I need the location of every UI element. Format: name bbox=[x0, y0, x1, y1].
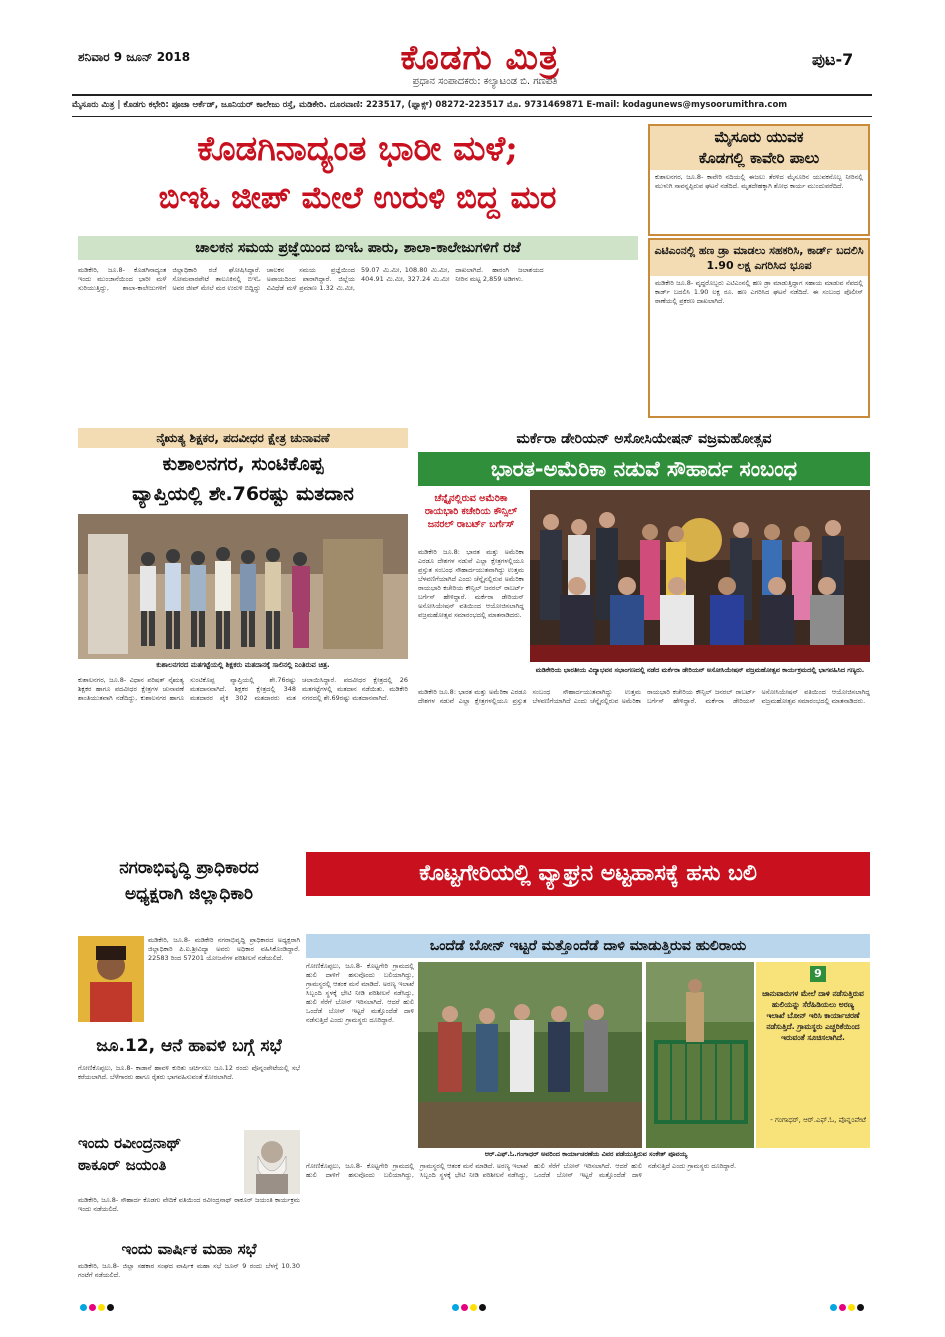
tiger-sidenote-box bbox=[756, 962, 870, 1148]
tiger-photo-1 bbox=[418, 962, 642, 1148]
tagore-body: ಮಡಿಕೇರಿ, ಜೂ.8- ಸೌಹಾರ್ದ ಕೊಡಗು ವೇದಿಕೆ ವತಿಯಿಂದ ರವೀಂದ್ರನಾಥ್ ಠಾಕೂರ್ ಜಯಂತಿ ಕಾರ್ಯಕ್ರಮ ಇಂದು ನಡೆಯಲಿದೆ. bbox=[78, 1196, 300, 1213]
tiger-sidenote: ಜಾನುವಾರುಗಳ ಮೇಲೆ ದಾಳಿ ನಡೆಸುತ್ತಿರುವ ಹುಲಿಯನ್ನು ಸೆರೆಹಿಡಿಯಲು ಅರಣ್ಯ ಇಲಾಖೆ ಬೋನ್ ಇರಿಸಿ ಕಾರ್ಯಾಚರಣೆ ನಡೆಸುತ್ತಿದೆ. ಗ್ರಾಮಸ್ಥರು ಎಚ್ಚರಿಕೆಯಿಂದ ಇರುವಂತೆ ಸೂಚಿಸಲಾಗಿದೆ. bbox=[762, 989, 864, 1042]
tiger-headline: ಕೊಟ್ಟಗೇರಿಯಲ್ಲಿ ವ್ಯಾಘ್ರನ ಅಟ್ಟಹಾಸಕ್ಕೆ ಹಸು ಬಲಿ bbox=[306, 852, 870, 896]
tiger-subhead: ಒಂದೆಡೆ ಬೋನ್ ಇಟ್ಟರೆ ಮತ್ತೊಂದೆಡೆ ದಾಳಿ ಮಾಡುತ್ತಿರುವ ಹುಲಿರಾಯ bbox=[306, 934, 870, 958]
contact-line: ಮೈಸೂರು ಮಿತ್ರ | ಕೊಡಗು ಕಛೇರಿ: ಪೂಜಾ ಆರ್ಕೆಡ್, ಜೂನಿಯರ್ ಕಾಲೇಜು ರಸ್ತೆ, ಮಡಿಕೇರಿ. ದೂರವಾಣಿ: 223517, (ಫ್ಯಾಕ್ಸ್) 08272-223517 ಮೊ. 9731469871 E-mail: kodagunews@mysoorumithra.com bbox=[72, 100, 788, 110]
elephant-body: ಗೋಣಿಕೊಪ್ಪಲು, ಜೂ.8- ಕಾಡಾನೆ ಹಾವಳಿ ಕುರಿತು ಚರ್ಚಿಸಲು ಜೂ.12 ರಂದು ಪೊನ್ನಂಪೇಟೆಯಲ್ಲಿ ಸಭೆ ಕರೆಯಲಾಗಿದೆ. ಬೆಳೆಗಾರರು ಹಾಗೂ ರೈತರು ಭಾಗವಹಿಸುವಂತೆ ಕೋರಲಾಗಿದೆ. bbox=[78, 1064, 300, 1081]
drowning-headline-1: ಮೈಸೂರು ಯುವಕ bbox=[650, 126, 868, 148]
dairy-photo bbox=[530, 490, 870, 662]
election-body: ಕುಶಾಲನಗರ, ಜೂ.8- ವಿಧಾನ ಪರಿಷತ್ ನೈಋತ್ಯ ಶಿಕ್ಷಕರ ಹಾಗೂ ಪದವೀಧರ ಕ್ಷೇತ್ರಗಳ ಚುನಾವಣೆ ಶಾಂತಿಯುತವಾಗಿ ನಡೆದಿದ್ದು, ಕುಶಾಲನಗರ ಹಾಗೂ ಸುಂಟಿಕೊಪ್ಪ ವ್ಯಾಪ್ತಿಯಲ್ಲಿ ಶೇ.76ರಷ್ಟು ಮತದಾನವಾಗಿದೆ. ಶಿಕ್ಷಕರ ಕ್ಷೇತ್ರದಲ್ಲಿ 348 ಮತದಾರರ ಪೈಕಿ 302 ಮತದಾರರು ಮತ ಚಲಾಯಿಸಿದ್ದಾರೆ. ಪದವೀಧರ ಕ್ಷೇತ್ರದಲ್ಲಿ 26 ಮತಗಟ್ಟೆಗಳಲ್ಲಿ ಮತದಾನ ನಡೆಯಿತು. ಮಡಿಕೇರಿ ನಗರದಲ್ಲಿ ಶೇ.69ರಷ್ಟು ಮತದಾನವಾಗಿದೆ. bbox=[78, 676, 408, 702]
lead-headline-1: ಕೊಡಗಿನಾದ್ಯಂತ ಭಾರೀ ಮಳೆ; bbox=[197, 129, 518, 169]
photo-badge: 9 bbox=[810, 966, 826, 982]
election-caption: ಕುಶಾಲನಗರದ ಮತಗಟ್ಟೆಯಲ್ಲಿ ಶಿಕ್ಷಕರು ಮತದಾನಕ್ಕೆ ಸಾಲಿನಲ್ಲಿ ನಿಂತಿರುವ ಚಿತ್ರ. bbox=[156, 661, 330, 669]
elephant-headline: ಜೂ.12, ಆನೆ ಹಾವಳಿ ಬಗ್ಗೆ ಸಭೆ bbox=[96, 1036, 282, 1056]
registration-dots-center bbox=[452, 1296, 488, 1315]
tiger-body: ಗೋಣಿಕೊಪ್ಪಲು, ಜೂ.8- ಕೊಟ್ಟಗೇರಿ ಗ್ರಾಮದಲ್ಲಿ ಹುಲಿ ದಾಳಿಗೆ ಹಸುವೊಂದು ಬಲಿಯಾಗಿದ್ದು, ಗ್ರಾಮಸ್ಥರಲ್ಲಿ ಆತಂಕ ಮನೆ ಮಾಡಿದೆ. ಅರಣ್ಯ ಇಲಾಖೆ ಸಿಬ್ಬಂದಿ ಸ್ಥಳಕ್ಕೆ ಭೇಟಿ ನೀಡಿ ಪರಿಶೀಲನೆ ನಡೆಸಿದ್ದು, ಹುಲಿ ಸೆರೆಗೆ ಬೋನ್ ಇರಿಸಲಾಗಿದೆ. ಆದರೆ ಹುಲಿ ಒಂದೆಡೆ ಬೋನ್ ಇಟ್ಟರೆ ಮತ್ತೊಂದೆಡೆ ದಾಳಿ ನಡೆಸುತ್ತಿದೆ ಎಂದು ಗ್ರಾಮಸ್ಥರು ದೂರಿದ್ದಾರೆ. bbox=[306, 1162, 737, 1179]
lead-body: ಮಡಿಕೇರಿ, ಜೂ.8- ಕೊಡಗಿನಾದ್ಯಂತ ಇಂದು ಮುಂಜಾನೆಯಿಂದ ಭಾರೀ ಮಳೆ ಸುರಿಯುತ್ತಿದ್ದು, ಶಾಲಾ-ಕಾಲೇಜುಗಳಿಗೆ ಜಿಲ್ಲಾಧಿಕಾರಿ ರಜೆ ಘೋಷಿಸಿದ್ದಾರೆ. ಸೋಮವಾರಪೇಟೆ ತಾಲೂಕಿನಲ್ಲಿ ಬಿಇಓ ಅವರ ಜೀಪ್ ಮೇಲೆ ಮರ ಉರುಳಿ ಬಿದ್ದಿದ್ದು ಚಾಲಕನ ಸಮಯ ಪ್ರಜ್ಞೆಯಿಂದ ಅಪಾಯದಿಂದ ಪಾರಾಗಿದ್ದಾರೆ. ಜಿಲ್ಲೆಯ ವಿವಿಧೆಡೆ ಮಳೆ ಪ್ರಮಾಣ 1.32 ಮಿ.ಮೀ, 59.07 ಮಿ.ಮೀ, 108.80 ಮಿ.ಮೀ, 404.91 ಮಿ.ಮೀ, 327.24 ಮಿ.ಮೀ ದಾಖಲಾಗಿದೆ. ಹಾರಂಗಿ ಜಲಾಶಯದ ನೀರಿನ ಮಟ್ಟ 2,859 ಅಡಿಗಳು. bbox=[78, 266, 544, 292]
sidebox-atm bbox=[648, 238, 870, 418]
masthead-rule bbox=[72, 94, 872, 96]
dairy-headline: ಭಾರತ-ಅಮೆರಿಕಾ ನಡುವೆ ಸೌಹಾರ್ದ ಸಂಬಂಧ bbox=[418, 452, 870, 486]
issue-date: ಶನಿವಾರ 9 ಜೂನ್ 2018 bbox=[78, 50, 191, 64]
tiger-caption: ಆರ್.ಎಫ್.ಓ.ಗಂಗಾಧರ್ ಅವರಿಂದ ಕಾರ್ಯಾಚರಣೆಯ ವಿವರ ಪಡೆಯುತ್ತಿರುವ ಸಂಕೇತ್ ಪೂವಯ್ಯ bbox=[484, 1150, 688, 1158]
page-number: ಪುಟ-7 bbox=[812, 50, 854, 69]
election-headline-2: ವ್ಯಾಪ್ತಿಯಲ್ಲಿ ಶೇ.76ರಷ್ಟು ಮತದಾನ bbox=[132, 483, 354, 505]
lead-subhead: ಚಾಲಕನ ಸಮಯ ಪ್ರಜ್ಞೆಯಿಂದ ಬಿಇಓ ಪಾರು, ಶಾಲಾ-ಕಾಲೇಜುಗಳಿಗೆ ರಜೆ bbox=[78, 236, 638, 260]
election-photo bbox=[78, 514, 408, 659]
editor-line: ಪ್ರಧಾನ ಸಂಪಾದಕರು: ಕಲ್ಯಾಟಂಡ ಬಿ. ಗಣಪತಿ bbox=[412, 76, 558, 87]
newspaper-title: ಕೊಡಗು ಮಿತ್ರ bbox=[400, 38, 560, 78]
atm-headline: ಎಟಿಎಂನಲ್ಲಿ ಹಣ ಡ್ರಾ ಮಾಡಲು ಸಹಕರಿಸಿ, ಕಾರ್ಡ್ ಬದಲಿಸಿ 1.90 ಲಕ್ಷ ಎಗರಿಸಿದ ಭೂಪ bbox=[650, 240, 868, 276]
registration-dots-right bbox=[830, 1296, 866, 1315]
collector-photo bbox=[78, 936, 144, 1022]
contact-rule bbox=[72, 116, 872, 117]
dairy-body: ಮಡಿಕೇರಿ ಜೂ.8: ಭಾರತ ಮತ್ತು ಅಮೆರಿಕಾ ಎರಡೂ ದೇಶಗಳ ನಡುವೆ ಎಲ್ಲಾ ಕ್ಷೇತ್ರಗಳಲ್ಲಿಯೂ ಪ್ರಸ್ತುತ ಸಂಬಂಧ ಸೌಹಾರ್ದಯುತವಾಗಿದ್ದು ಉತ್ತಮ ಬೆಳವಣಿಗೆಯಾಗಿದೆ ಎಂದು ಚೆನ್ನೈನಲ್ಲಿರುವ ಅಮೆರಿಕಾ ರಾಯಭಾರಿ ಕಚೇರಿಯ ಕೌನ್ಸಿಲ್ ಜನರಲ್ ರಾಬರ್ಟ್ ಬರ್ಗೆಸ್ ಹೇಳಿದ್ದಾರೆ. ಮರ್ಕೆರಾ ಡೇರಿಯನ್ ಅಸೋಸಿಯೇಷನ್ ವತಿಯಿಂದ ಆಯೋಜಿಸಲಾಗಿದ್ದ ವಜ್ರಮಹೋತ್ಸವ ಸಮಾರಂಭದಲ್ಲಿ ಮಾತನಾಡಿದರು. bbox=[418, 688, 870, 705]
drowning-body: ಕುಶಾಲನಗರ, ಜೂ.8- ಕಾವೇರಿ ನದಿಯಲ್ಲಿ ಈಜಲು ತೆರಳಿದ ಮೈಸೂರಿನ ಯುವಕನೊಬ್ಬ ನೀರಿನಲ್ಲಿ ಮುಳುಗಿ ಸಾವನ್ನಪ್ಪಿರುವ ಘಟನೆ ನಡೆದಿದೆ. ಮೃತದೇಹಕ್ಕಾಗಿ ಶೋಧ ಕಾರ್ಯ ಮುಂದುವರೆದಿದೆ. bbox=[655, 173, 863, 190]
agm-body: ಮಡಿಕೇರಿ, ಜೂ.8- ಜಿಲ್ಲಾ ಸಹಕಾರ ಸಂಘದ ವಾರ್ಷಿಕ ಮಹಾ ಸಭೆ ಜೂನ್ 9 ರಂದು ಬೆಳಗ್ಗೆ 10.30 ಗಂಟೆಗೆ ನಡೆಯಲಿದೆ. bbox=[78, 1262, 300, 1279]
dairy-body-lead: ಮಡಿಕೇರಿ ಜೂ.8: ಭಾರತ ಮತ್ತು ಅಮೆರಿಕಾ ಎರಡೂ ದೇಶಗಳ ನಡುವೆ ಎಲ್ಲಾ ಕ್ಷೇತ್ರಗಳಲ್ಲಿಯೂ ಪ್ರಸ್ತುತ ಸಂಬಂಧ ಸೌಹಾರ್ದಯುತವಾಗಿದ್ದು ಉತ್ತಮ ಬೆಳವಣಿಗೆಯಾಗಿದೆ ಎಂದು ಚೆನ್ನೈನಲ್ಲಿರುವ ಅಮೆರಿಕಾ ರಾಯಭಾರಿ ಕಚೇರಿಯ ಕೌನ್ಸಿಲ್ ಜನರಲ್ ರಾಬರ್ಟ್ ಬರ್ಗೆಸ್ ಹೇಳಿದ್ದಾರೆ. ಮರ್ಕೆರಾ ಡೇರಿಯನ್ ಅಸೋಸಿಯೇಷನ್ ವತಿಯಿಂದ ಆಯೋಜಿಸಲಾಗಿದ್ದ ವಜ್ರಮಹೋತ್ಸವ ಸಮಾರಂಭದಲ್ಲಿ ಮಾತನಾಡಿದರು. bbox=[418, 548, 524, 619]
tagore-portrait bbox=[244, 1130, 300, 1194]
tiger-sidenote-byline: - ಗಂಗಾಧರ್, ಆರ್.ಎಫ್.ಓ, ಪೊನ್ನಂಪೇಟೆ bbox=[770, 1116, 866, 1124]
authority-body: ಮಡಿಕೇರಿ, ಜೂ.8- ಮಡಿಕೇರಿ ನಗರಾಭಿವೃದ್ಧಿ ಪ್ರಾಧಿಕಾರದ ಅಧ್ಯಕ್ಷರಾಗಿ ಜಿಲ್ಲಾಧಿಕಾರಿ ಪಿ.ಐ.ಶ್ರೀವಿದ್ಯಾ ಅವರು ಅಧಿಕಾರ ವಹಿಸಿಕೊಂಡಿದ್ದಾರೆ. 22583 ರಿಂದ 57201 ಯೋಜನೆಗಳ ಪರಿಶೀಲನೆ ನಡೆಯಲಿದೆ. bbox=[148, 936, 300, 962]
authority-headline-2: ಅಧ್ಯಕ್ಷರಾಗಿ ಜಿಲ್ಲಾಧಿಕಾರಿ bbox=[124, 884, 254, 904]
atm-body: ಮಡಿಕೇರಿ ಜೂ.8- ವೃದ್ಧರೊಬ್ಬರು ಎಟಿಎಂನಲ್ಲಿ ಹಣ ಡ್ರಾ ಮಾಡುತ್ತಿದ್ದಾಗ ಸಹಾಯ ಮಾಡುವ ನೆಪದಲ್ಲಿ ಕಾರ್ಡ್ ಬದಲಿಸಿ 1.90 ಲಕ್ಷ ರೂ. ಹಣ ಎಗರಿಸಿದ ಘಟನೆ ನಡೆದಿದೆ. ಈ ಸಂಬಂಧ ಪೊಲೀಸ್ ಠಾಣೆಯಲ್ಲಿ ಪ್ರಕರಣ ದಾಖಲಾಗಿದೆ. bbox=[655, 279, 863, 305]
drowning-headline-2: ಕೊಡಗಲ್ಲಿ ಕಾವೇರಿ ಪಾಲು bbox=[650, 148, 868, 170]
lead-headline-2: ಬಿಇಓ ಜೀಪ್ ಮೇಲೆ ಉರುಳಿ ಬಿದ್ದ ಮರ bbox=[158, 180, 557, 216]
dairy-caption: ಮಡಿಕೇರಿಯ ಭಾರತೀಯ ವಿದ್ಯಾಭವನ ಸಭಾಂಗಣದಲ್ಲಿ ನಡೆದ ಮರ್ಕೆರಾ ಡೇರಿಯನ್ ಅಸೋಸಿಯೇಷನ್ ವಜ್ರಮಹೋತ್ಸವ ಕಾರ್ಯಕ್ರಮದಲ್ಲಿ ಭಾಗವಹಿಸಿದ ಗಣ್ಯರು. bbox=[535, 666, 865, 674]
tagore-headline-1: ಇಂದು ರವೀಂದ್ರನಾಥ್ bbox=[78, 1134, 182, 1152]
dairy-kicker: ಮರ್ಕೆರಾ ಡೇರಿಯನ್ ಅಸೋಸಿಯೇಷನ್ ವಜ್ರಮಹೋತ್ಸವ bbox=[516, 431, 772, 447]
sidebox-drowning bbox=[648, 124, 870, 236]
dairy-pullquote: ಚೆನ್ನೈನಲ್ಲಿರುವ ಅಮೆರಿಕಾ ರಾಯಭಾರಿ ಕಚೇರಿಯ ಕೌನ್ಸಿಲ್ ಜನರಲ್ ರಾಬರ್ಟ್ ಬರ್ಗೆಸ್ bbox=[424, 493, 518, 530]
tagore-headline-2: ಠಾಕೂರ್ ಜಯಂತಿ bbox=[78, 1156, 167, 1174]
tiger-body-lead: ಗೋಣಿಕೊಪ್ಪಲು, ಜೂ.8- ಕೊಟ್ಟಗೇರಿ ಗ್ರಾಮದಲ್ಲಿ ಹುಲಿ ದಾಳಿಗೆ ಹಸುವೊಂದು ಬಲಿಯಾಗಿದ್ದು, ಗ್ರಾಮಸ್ಥರಲ್ಲಿ ಆತಂಕ ಮನೆ ಮಾಡಿದೆ. ಅರಣ್ಯ ಇಲಾಖೆ ಸಿಬ್ಬಂದಿ ಸ್ಥಳಕ್ಕೆ ಭೇಟಿ ನೀಡಿ ಪರಿಶೀಲನೆ ನಡೆಸಿದ್ದು, ಹುಲಿ ಸೆರೆಗೆ ಬೋನ್ ಇರಿಸಲಾಗಿದೆ. ಆದರೆ ಹುಲಿ ಒಂದೆಡೆ ಬೋನ್ ಇಟ್ಟರೆ ಮತ್ತೊಂದೆಡೆ ದಾಳಿ ನಡೆಸುತ್ತಿದೆ ಎಂದು ಗ್ರಾಮಸ್ಥರು ದೂರಿದ್ದಾರೆ. bbox=[306, 962, 414, 1024]
agm-headline: ಇಂದು ವಾರ್ಷಿಕ ಮಹಾ ಸಭೆ bbox=[121, 1240, 257, 1258]
authority-headline-1: ನಗರಾಭಿವೃದ್ಧಿ ಪ್ರಾಧಿಕಾರದ bbox=[119, 858, 259, 878]
election-headline-1: ಕುಶಾಲನಗರ, ಸುಂಟಿಕೊಪ್ಪ bbox=[162, 453, 324, 475]
registration-dots-left bbox=[80, 1296, 116, 1315]
election-kicker: ನೈಋತ್ಯ ಶಿಕ್ಷಕರ, ಪದವೀಧರ ಕ್ಷೇತ್ರ ಚುನಾವಣೆ bbox=[78, 428, 408, 448]
tiger-photo-2 bbox=[646, 962, 754, 1148]
